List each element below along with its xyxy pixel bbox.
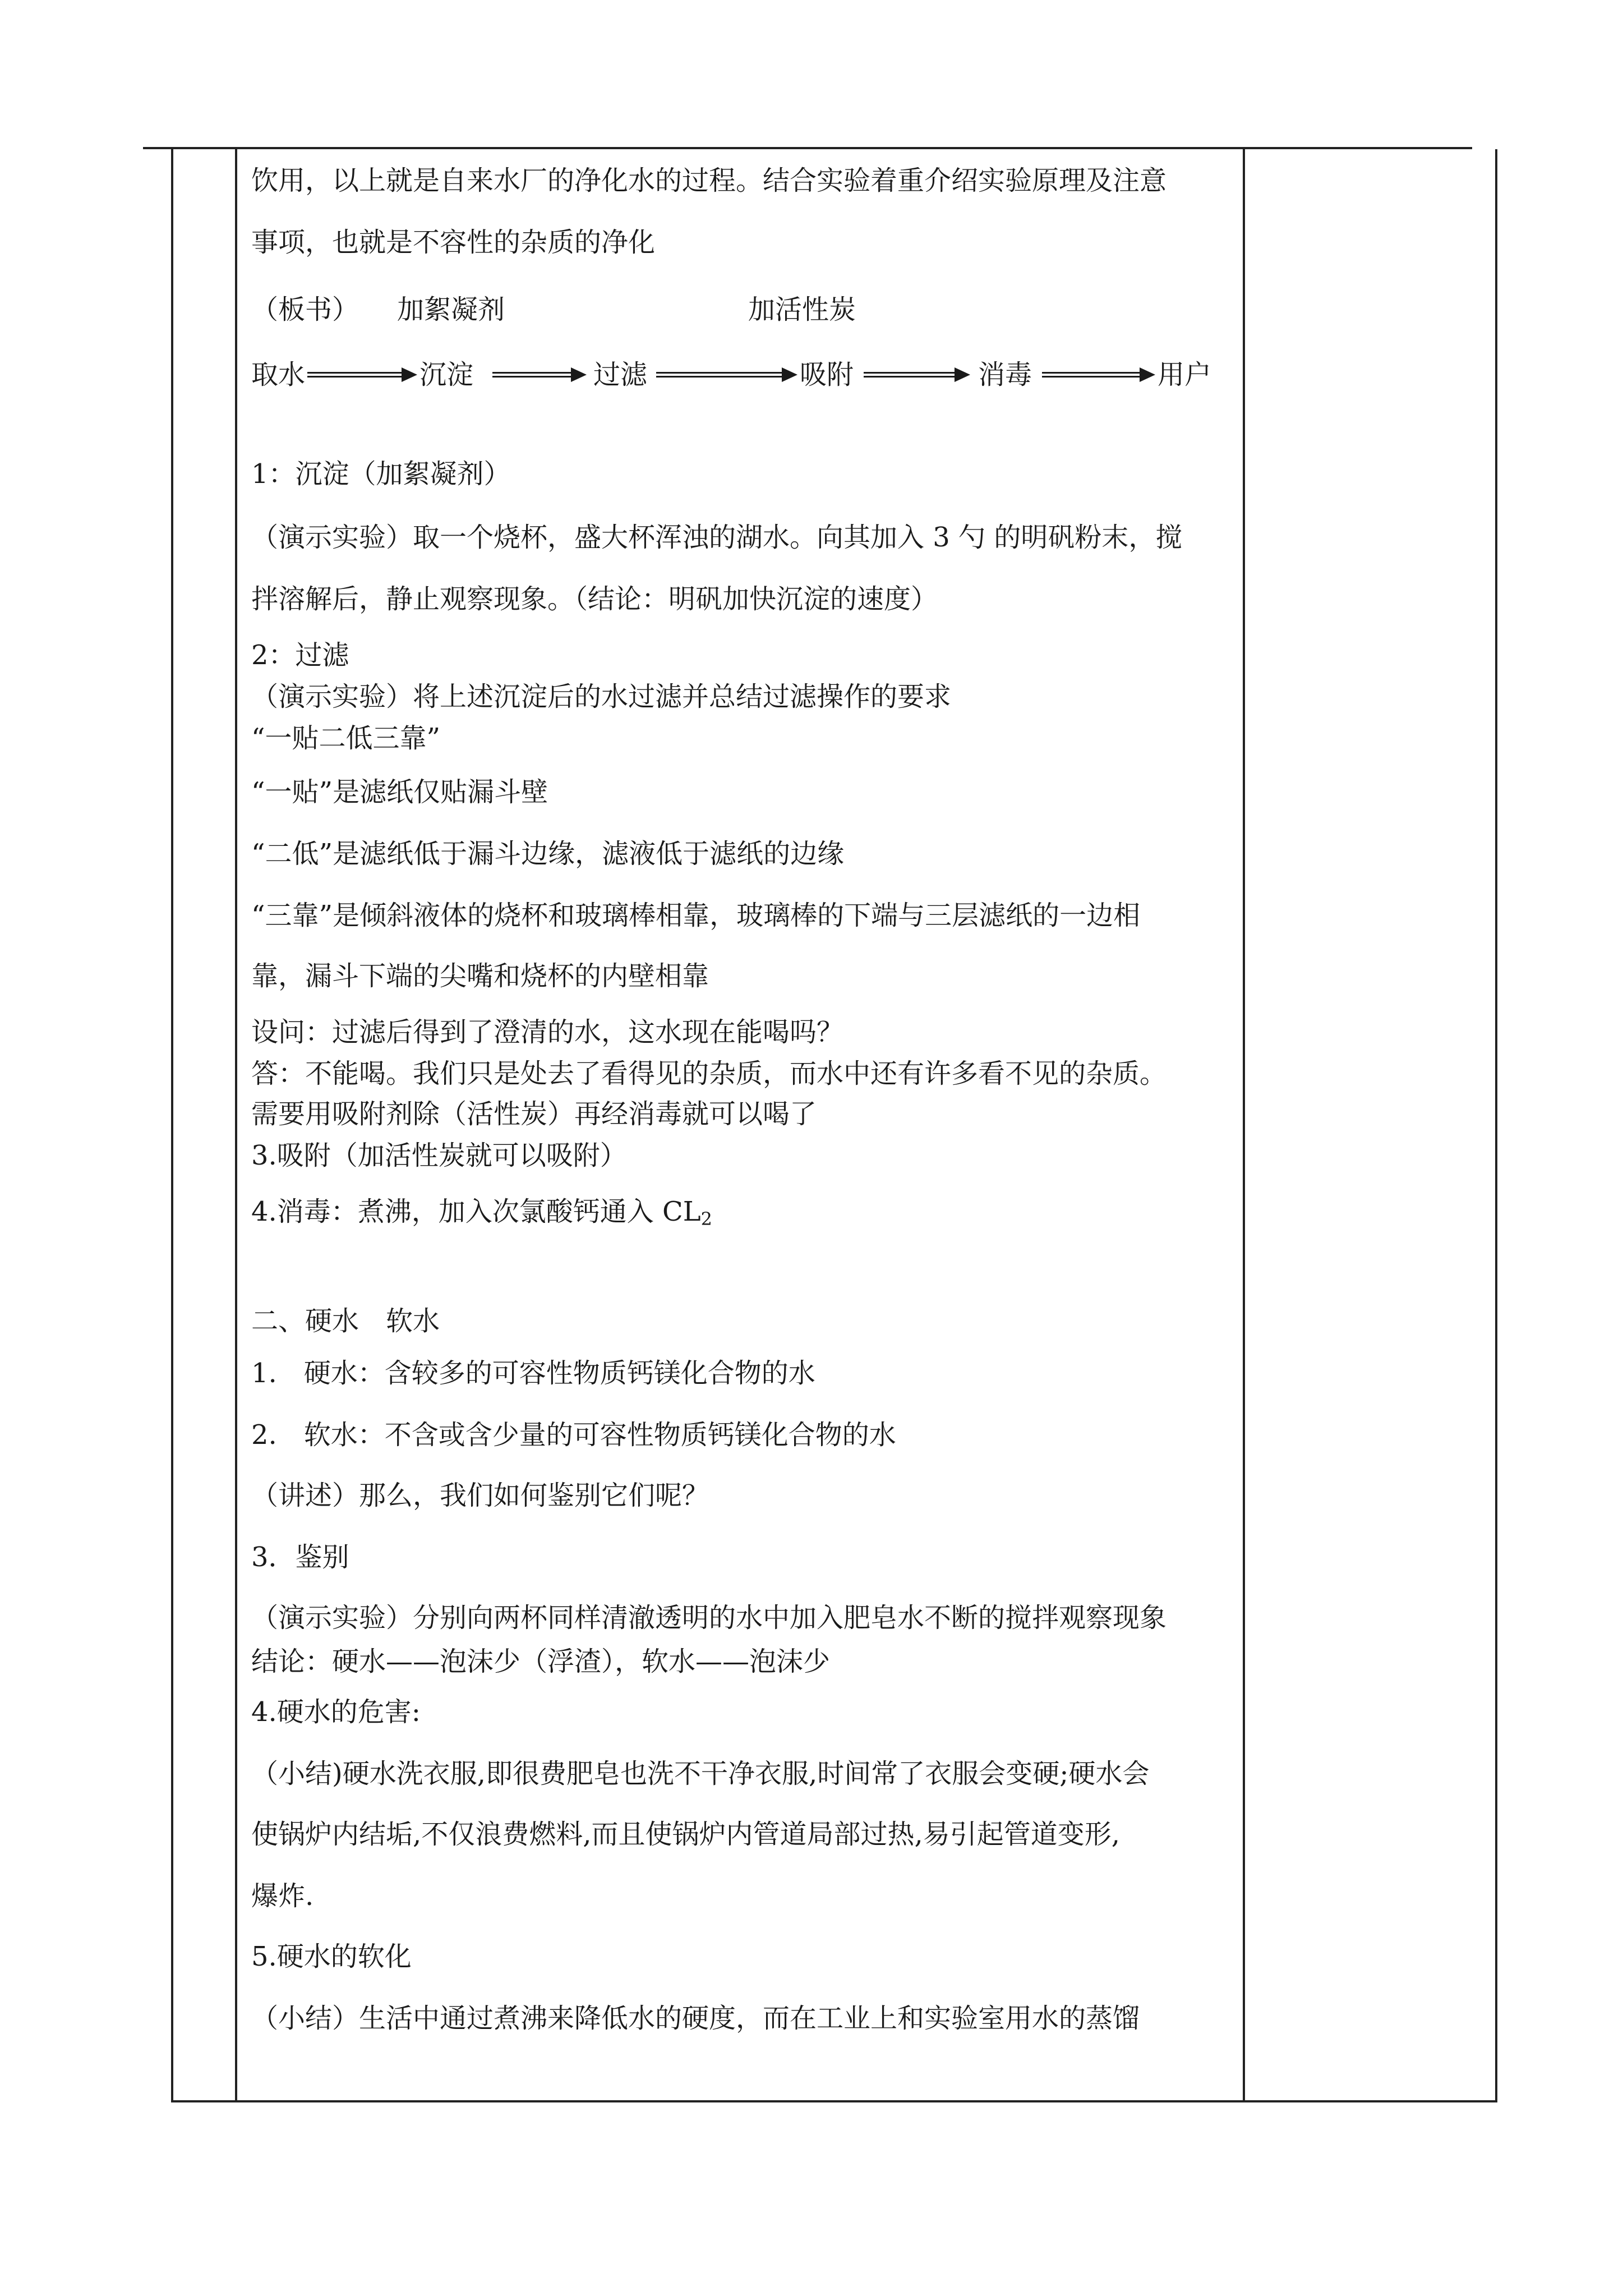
section-heading: 二、硬水 软水 [251,1305,440,1337]
section-heading: 3．鉴别 [251,1542,349,1573]
section-heading [251,1195,712,1236]
flow-annotation-activated-carbon: 加活性炭 [748,294,856,325]
flow-annotation-flocculant: 加絮凝剂 [397,294,505,325]
text-line: “二低”是滤纸低于漏斗边缘，滤液低于滤纸的边缘 [251,838,845,869]
section-heading: 1：沉淀（加絮凝剂） [251,458,511,490]
section-heading: 4.硬水的危害: [251,1696,421,1728]
flow-step: 沉淀 [419,359,474,390]
text-line: “一贴”是滤纸仅贴漏斗壁 [251,776,548,808]
text-line: （演示实验）取一个烧杯，盛大杯浑浊的湖水。向其加入 3 勺 的明矾粉末，搅 [251,522,1183,553]
text-line: 使锅炉内结垢,不仅浪费燃料,而且使锅炉内管道局部过热,易引起管道变形, [251,1819,1121,1850]
table-column-divider-right [1243,149,1245,2100]
flow-step: 用户 [1158,359,1212,390]
text-line: 需要用吸附剂除（活性炭）再经消毒就可以喝了 [251,1098,817,1130]
text-line: 结论：硬水——泡沫少（浮渣），软水——泡沫少 [251,1646,831,1677]
board-note-label: （板书） [251,294,359,325]
section-heading: 5.硬水的软化 [251,1941,412,1972]
flow-step: 消毒 [978,359,1032,390]
text-line: （小结)硬水洗衣服,即很费肥皂也洗不干净衣服,时间常了衣服会变硬;硬水会 [251,1758,1150,1789]
chlorine-subscript: 2 [700,1208,713,1230]
text-line: （演示实验）分别向两杯同样清澈透明的水中加入肥皂水不断的搅拌观察现象 [251,1602,1167,1634]
section-heading: 3.吸附（加活性炭就可以吸附） [251,1140,627,1171]
text-line: “三靠”是倾斜液体的烧杯和玻璃棒相靠，玻璃棒的下端与三层滤纸的一边相 [251,900,1141,931]
flow-step: 取水 [251,359,306,390]
flow-step: 过滤 [593,359,648,390]
disinfection-text: 4.消毒：煮沸，加入次氯酸钙通入 CL [251,1196,701,1227]
text-line: （演示实验）将上述沉淀后的水过滤并总结过滤操作的要求 [251,681,952,712]
text-line: 爆炸. [251,1880,314,1912]
text-line: 靠，漏斗下端的尖嘴和烧杯的内壁相靠 [251,960,709,992]
text-line: （小结）生活中通过煮沸来降低水的硬度，而在工业上和实验室用水的蒸馏 [251,2003,1140,2034]
text-line: 答：不能喝。我们只是处去了看得见的杂质，而水中还有许多看不见的杂质。 [251,1058,1167,1089]
text-line: （讲述）那么，我们如何鉴别它们呢？ [251,1480,709,1511]
text-line: 拌溶解后，静止观察现象。（结论：明矾加快沉淀的速度） [251,583,938,615]
table-column-divider-left [235,149,237,2100]
text-line: 设问：过滤后得到了澄清的水，这水现在能喝吗？ [251,1016,844,1048]
text-line: 1. 硬水：含较多的可容性物质钙镁化合物的水 [251,1358,815,1389]
section-heading: 2：过滤 [251,639,349,671]
purification-flow-diagram [251,358,1233,403]
text-line: 事项，也就是不容性的杂质的净化 [251,227,656,258]
text-line: “一贴二低三靠” [251,723,441,754]
text-line: 2. 软水：不含或含少量的可容性物质钙镁化合物的水 [251,1419,896,1451]
text-line: 饮用，以上就是自来水厂的净化水的过程。结合实验着重介绍实验原理及注意 [251,165,1167,196]
flow-step: 吸附 [800,359,854,390]
